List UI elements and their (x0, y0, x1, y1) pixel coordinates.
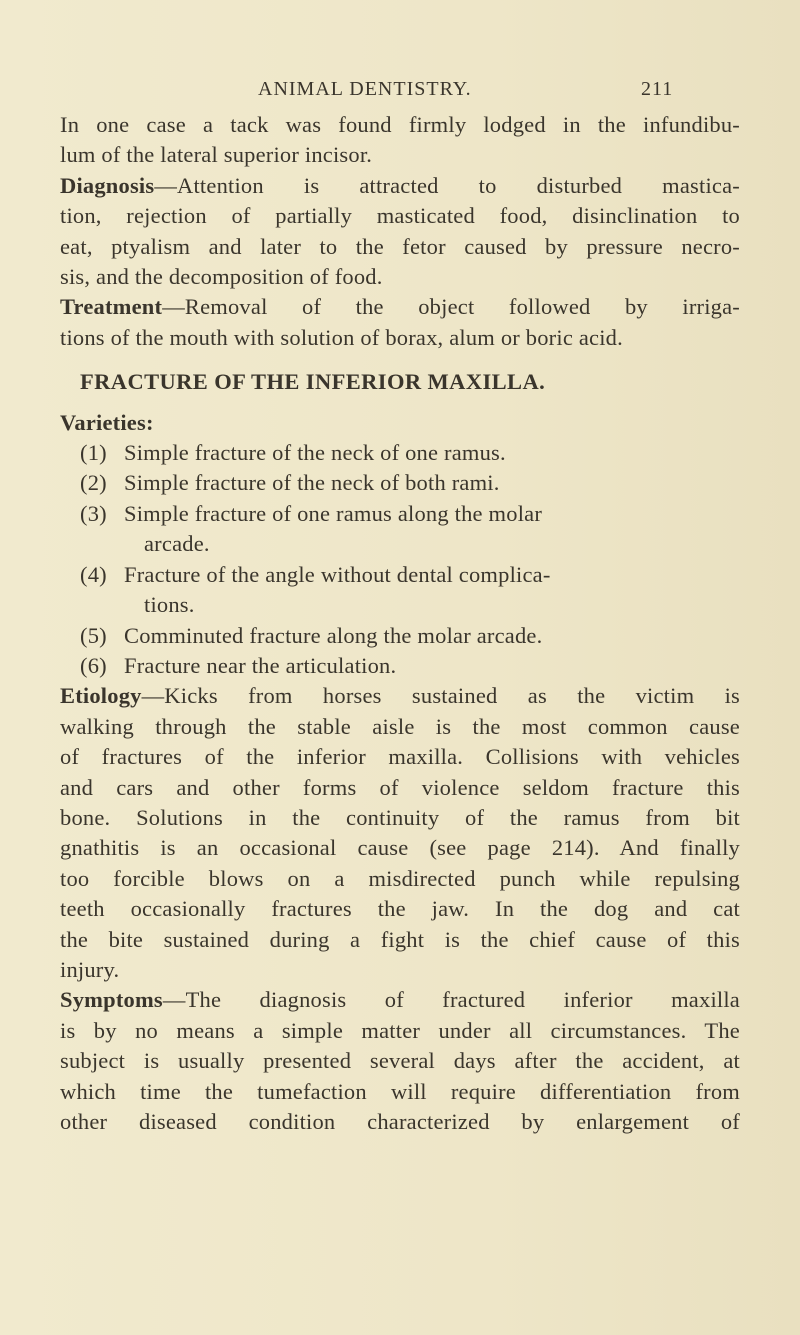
text-line: is by no means a simple matter under all circumstances. The (60, 1017, 740, 1043)
page-number: 211 (641, 78, 674, 100)
text-line: and cars and other forms of violence seldom fracture this (60, 774, 740, 800)
list-item (60, 560, 740, 621)
text-line: walking through the stable aisle is the most common cause (60, 713, 740, 739)
list-text: Simple fracture of the neck of one ramus. (124, 440, 506, 466)
text-line: In one case a tack was found firmly lodged in the infundibu- (60, 112, 740, 137)
text-line (60, 171, 740, 201)
list-text: Fracture of the angle without dental complica- (124, 561, 551, 587)
page-header (0, 78, 800, 108)
list-text: Simple fracture of one ramus along the molar (124, 500, 543, 526)
text-line: tion, rejection of partially masticated food, disinclination to (60, 203, 740, 229)
page-body (60, 110, 740, 1137)
list-number: (1) (80, 440, 107, 466)
text-line (60, 681, 740, 711)
list-number: (3) (80, 500, 107, 526)
varieties-label: Varieties: (60, 409, 154, 435)
symptoms-text: —The diagnosis of fractured inferior maxilla (162, 987, 740, 1013)
list-number: (4) (80, 561, 107, 587)
diagnosis-paragraph (60, 171, 740, 293)
list-text: Fracture near the articulation. (124, 652, 397, 678)
text-line: tions of the mouth with solution of borax, alum or boric acid. (60, 324, 623, 350)
diagnosis-label: Diagnosis (60, 172, 155, 198)
text-line: lum of the lateral superior incisor. (60, 142, 373, 168)
list-text: Simple fracture of the neck of both rami. (124, 470, 500, 496)
list-number: (2) (80, 470, 107, 496)
text-line: sis, and the decomposition of food. (60, 264, 383, 290)
text-line: the bite sustained during a fight is the chief cause of this (60, 926, 740, 952)
text-line: eat, ptyalism and later to the fetor caused by pressure necro- (60, 233, 740, 259)
text-line: of fractures of the inferior maxilla. Collisions with vehicles (60, 744, 740, 770)
text-line: teeth occasionally fractures the jaw. In the dog and cat (60, 896, 740, 922)
treatment-text: —Removal of the object followed by irriga- (162, 294, 740, 320)
treatment-paragraph (60, 292, 740, 353)
list-item (60, 438, 740, 468)
list-number: (5) (80, 622, 107, 648)
list-text-continued: tions. (144, 592, 195, 618)
symptoms-paragraph (60, 985, 740, 1137)
section-heading: FRACTURE OF THE INFERIOR MAXILLA. (80, 369, 546, 395)
text-line: which time the tumefaction will require differentiation from (60, 1078, 740, 1104)
text-line (60, 985, 740, 1015)
etiology-paragraph (60, 681, 740, 985)
etiology-text: —Kicks from horses sustained as the victim is (141, 683, 740, 709)
text-line: gnathitis is an occasional cause (see page 214). And finally (60, 835, 740, 861)
etiology-label: Etiology (60, 683, 142, 709)
diagnosis-text: —Attention is attracted to disturbed mastica- (154, 172, 740, 198)
list-item (60, 651, 740, 681)
list-text-continued: arcade. (144, 531, 210, 557)
running-head: ANIMAL DENTISTRY. (258, 78, 472, 100)
text-line: injury. (60, 956, 120, 982)
list-item (60, 621, 740, 651)
list-item (60, 468, 740, 498)
list-text: Comminuted fracture along the molar arcade. (124, 622, 543, 648)
text-line: bone. Solutions in the continuity of the ramus from bit (60, 804, 740, 830)
text-line: too forcible blows on a misdirected punch while repulsing (60, 865, 740, 891)
list-item (60, 499, 740, 560)
text-line: subject is usually presented several days after the accident, at (60, 1048, 740, 1074)
intro-paragraph (60, 110, 740, 171)
symptoms-label: Symptoms (60, 987, 163, 1013)
treatment-label: Treatment (60, 294, 163, 320)
list-number: (6) (80, 652, 107, 678)
varieties-list (60, 438, 740, 681)
text-line: other diseased condition characterized by enlargement of (60, 1109, 740, 1134)
text-line (60, 292, 740, 322)
